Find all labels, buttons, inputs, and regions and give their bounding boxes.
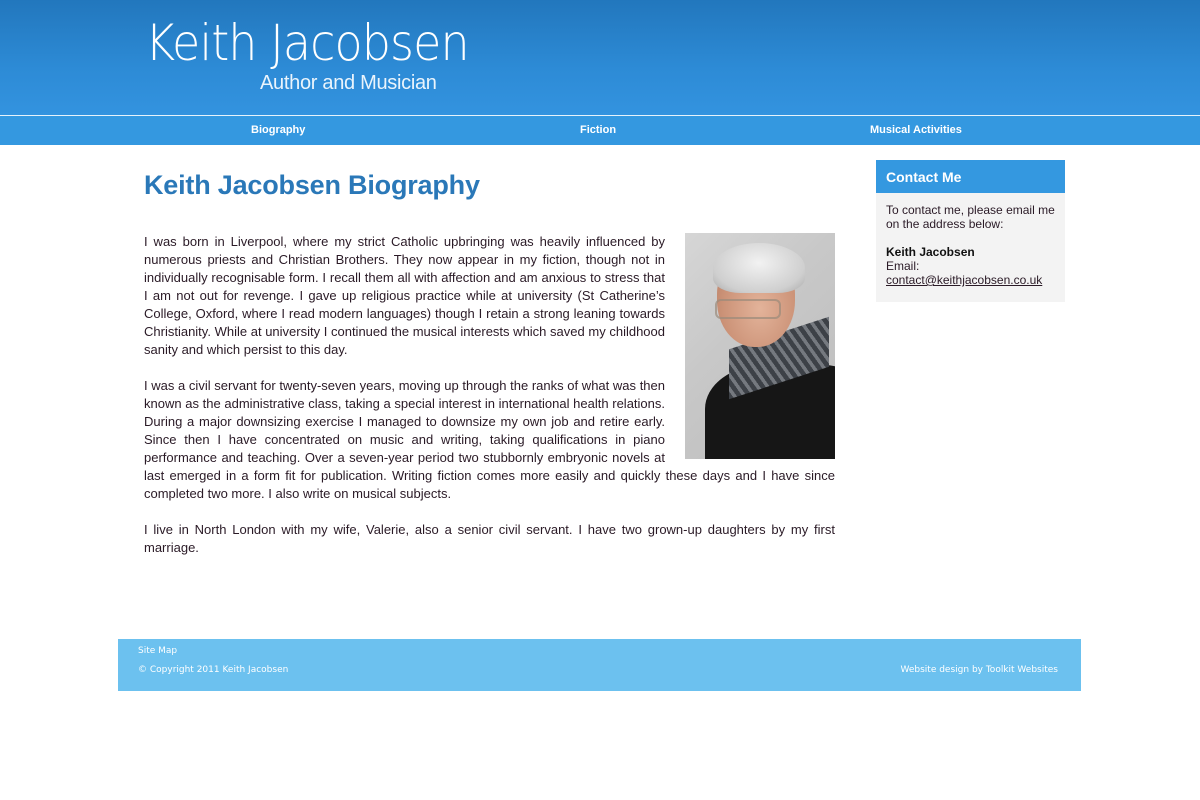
site-map-link[interactable]: Site Map	[138, 646, 178, 656]
bio-paragraph-1: I was born in Liverpool, where my strict Catholic upbringing was heavily influenced by numerous priests and Christian Brothers. They now appear in my fiction, though not in individually recognisable form. I recall them all with affection and am anxious to stress that I am not out for revenge. I gave up religious practice while at university (St Catherine’s College, Oxford, where I read modern languages) though I retain a strong leaning towards Christianity. While at university I continued the musical interests which saved my childhood sanity and which persist to this day.	[144, 234, 665, 357]
contact-name: Keith Jacobsen	[886, 245, 975, 259]
logo-title[interactable]: Keith Jacobsen	[145, 14, 469, 72]
biography-content	[144, 233, 835, 575]
logo-subtitle: Author and Musician	[260, 72, 437, 94]
portrait-image	[685, 233, 835, 459]
main-nav	[0, 116, 1200, 145]
page-title: Keith Jacobsen Biography	[144, 170, 480, 200]
nav-item-biography[interactable]: Biography	[251, 124, 306, 136]
contact-heading: Contact Me	[876, 160, 1065, 193]
design-credit-link[interactable]: Website design by Toolkit Websites	[900, 665, 1058, 675]
email-link[interactable]: contact@keithjacobsen.co.uk	[886, 273, 1043, 287]
copyright-text: © Copyright 2011 Keith Jacobsen	[138, 665, 289, 675]
nav-item-musical-activities[interactable]: Musical Activities	[870, 124, 962, 136]
site-header	[0, 0, 1200, 115]
bio-paragraph-2: I was a civil servant for twenty-seven years, moving up through the ranks of what was then known as the administrative class, taking a special interest in international health relations. During a major downsizing exercise I managed to downsize my own job and retire early. Since then I have concentrated on music and writing, taking qualifications in piano performance and teaching. Over a seven-year period two stubbornly embryonic novels at last emerged in a form fit for publication. Writing fiction comes more easily and quickly these days and I have since completed two more. I also write on musical subjects.	[144, 378, 835, 501]
contact-sidebar	[876, 160, 1065, 302]
bio-paragraph-3: I live in North London with my wife, Valerie, also a senior civil servant. I have two grown-up daughters by my first marriage.	[144, 522, 835, 555]
site-footer	[118, 639, 1081, 691]
contact-intro: To contact me, please email me on the address below:	[886, 203, 1055, 231]
nav-item-fiction[interactable]: Fiction	[580, 124, 617, 136]
email-label: Email:	[886, 259, 920, 273]
